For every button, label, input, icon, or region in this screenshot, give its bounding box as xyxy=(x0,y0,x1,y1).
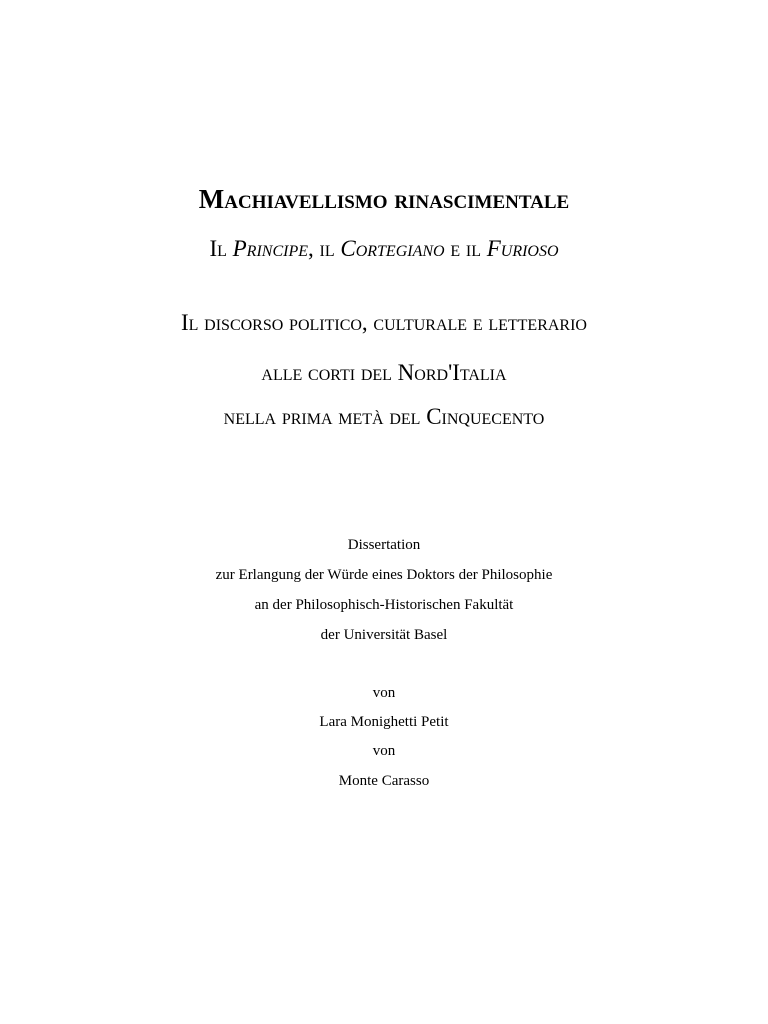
topic-line-3: nella prima metà del Cinquecento xyxy=(223,404,545,429)
subtitle-furioso: Furioso xyxy=(486,236,559,261)
author-name: Lara Monighetti Petit xyxy=(319,714,449,730)
subtitle-part-2: , il xyxy=(308,236,341,261)
dissertation-line-1: zur Erlangung der Würde eines Doktors der Philosophie xyxy=(215,567,553,583)
topic-line-2: alle corti del Nord'Italia xyxy=(261,360,507,385)
subtitle-principe: Principe xyxy=(232,236,308,261)
dissertation-label: Dissertation xyxy=(347,537,421,553)
main-title: Machiavellismo rinascimentale xyxy=(198,184,570,214)
topic-line-1: Il discorso politico, culturale e letterario xyxy=(180,310,587,335)
von-label-1: von xyxy=(372,685,396,701)
dissertation-line-2: an der Philosophisch-Historischen Fakultät xyxy=(254,597,514,613)
subtitle-part-1: Il xyxy=(209,236,233,261)
subtitle xyxy=(0,236,768,262)
author-origin: Monte Carasso xyxy=(338,773,430,789)
von-label-2: von xyxy=(372,743,396,759)
subtitle-part-3: e il xyxy=(444,236,487,261)
dissertation-line-3: der Universität Basel xyxy=(320,627,448,643)
subtitle-cortegiano: Cortegiano xyxy=(340,236,445,261)
